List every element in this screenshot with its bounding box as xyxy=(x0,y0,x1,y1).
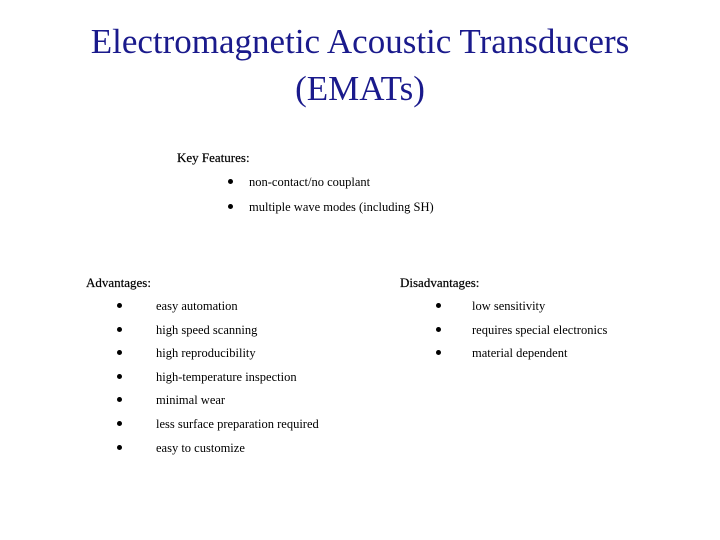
list-item-text: high reproducibility xyxy=(156,346,256,361)
list-item-text: high-temperature inspection xyxy=(156,369,297,384)
key-features-heading: Key Features: xyxy=(177,150,250,165)
list-item-text: easy automation xyxy=(156,299,238,313)
list-item-text: non-contact/no couplant xyxy=(249,175,371,189)
list-item-text: requires special electronics xyxy=(472,322,608,337)
bullet-dot-icon xyxy=(117,327,122,332)
list-item-text: high speed scanning xyxy=(156,322,258,337)
bullet-dot-icon xyxy=(117,350,122,355)
title-line-1: Electromagnetic Acoustic Transducers xyxy=(90,22,630,61)
list-item-text: less surface preparation required xyxy=(156,416,319,431)
advantages-heading: Advantages: xyxy=(86,275,151,290)
bullet-dot-icon xyxy=(117,397,122,402)
bullet-dot-icon xyxy=(228,179,233,184)
list-item-text: minimal wear xyxy=(156,393,226,408)
bullet-dot-icon xyxy=(436,350,441,355)
bullet-dot-icon xyxy=(228,204,233,209)
bullet-dot-icon xyxy=(117,374,122,379)
title-line-2: (EMATs) xyxy=(295,69,425,108)
disadvantages-heading: Disadvantages: xyxy=(400,275,480,290)
bullet-dot-icon xyxy=(117,445,122,450)
bullet-dot-icon xyxy=(436,327,441,332)
bullet-dot-icon xyxy=(117,421,122,426)
slide-title xyxy=(0,18,720,112)
list-item-text: multiple wave modes (including SH) xyxy=(249,200,434,214)
bullet-dot-icon xyxy=(436,303,441,308)
list-item-text: low sensitivity xyxy=(472,299,546,313)
bullet-dot-icon xyxy=(117,303,122,308)
list-item-text: material dependent xyxy=(472,346,568,361)
list-item-text: easy to customize xyxy=(156,440,245,455)
